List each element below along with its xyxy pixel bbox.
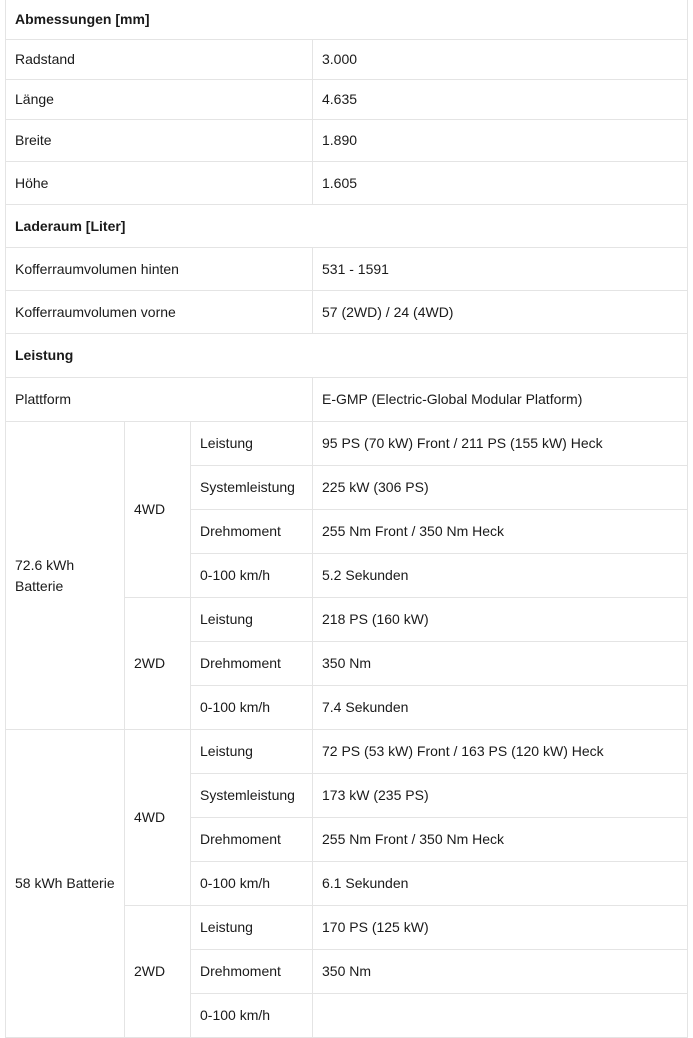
table-row: [6, 120, 688, 162]
row-value: 7.4 Sekunden: [313, 686, 688, 730]
row-label: 0-100 km/h: [191, 862, 313, 906]
row-value: 3.000: [313, 40, 688, 80]
row-value: 531 - 1591: [313, 248, 688, 291]
row-label: 0-100 km/h: [191, 686, 313, 730]
row-label: Leistung: [191, 598, 313, 642]
table-row: [6, 378, 688, 422]
spec-table: [5, 0, 688, 1038]
row-label: Plattform: [6, 378, 313, 422]
drive-label: 4WD: [125, 422, 191, 598]
table-row: [6, 730, 688, 774]
row-label: Drehmoment: [191, 642, 313, 686]
section-header-performance: [6, 334, 688, 378]
row-value: 350 Nm: [313, 950, 688, 994]
drive-label: 2WD: [125, 906, 191, 1038]
row-value: 6.1 Sekunden: [313, 862, 688, 906]
row-value: 170 PS (125 kW): [313, 906, 688, 950]
row-label: Leistung: [191, 730, 313, 774]
section-title: Abmessungen [mm]: [6, 0, 688, 40]
battery-label: 58 kWh Batterie: [6, 730, 125, 1038]
table-row: [6, 291, 688, 334]
row-value: 1.890: [313, 120, 688, 162]
row-value: 173 kW (235 PS): [313, 774, 688, 818]
drive-label: 2WD: [125, 598, 191, 730]
section-header-cargo: [6, 205, 688, 248]
row-value: [313, 994, 688, 1038]
row-value: E-GMP (Electric-Global Modular Platform): [313, 378, 688, 422]
row-label: Kofferraumvolumen vorne: [6, 291, 313, 334]
row-label: 0-100 km/h: [191, 994, 313, 1038]
row-label: Drehmoment: [191, 510, 313, 554]
battery-label: 72.6 kWh Batterie: [6, 422, 125, 730]
row-value: 4.635: [313, 80, 688, 120]
drive-label: 4WD: [125, 730, 191, 906]
row-value: 255 Nm Front / 350 Nm Heck: [313, 818, 688, 862]
row-label: Länge: [6, 80, 313, 120]
table-row: [6, 40, 688, 80]
table-row: [6, 422, 688, 466]
row-label: Kofferraumvolumen hinten: [6, 248, 313, 291]
row-value: 57 (2WD) / 24 (4WD): [313, 291, 688, 334]
row-label: Höhe: [6, 162, 313, 205]
table-row: [6, 80, 688, 120]
row-value: 5.2 Sekunden: [313, 554, 688, 598]
table-row: [6, 248, 688, 291]
row-value: 218 PS (160 kW): [313, 598, 688, 642]
table-row: [6, 162, 688, 205]
section-header-dimensions: [6, 0, 688, 40]
row-label: Leistung: [191, 422, 313, 466]
row-value: 72 PS (53 kW) Front / 163 PS (120 kW) Heck: [313, 730, 688, 774]
row-label: Drehmoment: [191, 818, 313, 862]
row-label: Breite: [6, 120, 313, 162]
row-value: 350 Nm: [313, 642, 688, 686]
row-value: 1.605: [313, 162, 688, 205]
row-value: 225 kW (306 PS): [313, 466, 688, 510]
section-title: Leistung: [6, 334, 688, 378]
section-title: Laderaum [Liter]: [6, 205, 688, 248]
row-label: Radstand: [6, 40, 313, 80]
row-label: Drehmoment: [191, 950, 313, 994]
row-value: 255 Nm Front / 350 Nm Heck: [313, 510, 688, 554]
row-label: Systemleistung: [191, 774, 313, 818]
row-value: 95 PS (70 kW) Front / 211 PS (155 kW) Heck: [313, 422, 688, 466]
row-label: Leistung: [191, 906, 313, 950]
row-label: Systemleistung: [191, 466, 313, 510]
row-label: 0-100 km/h: [191, 554, 313, 598]
